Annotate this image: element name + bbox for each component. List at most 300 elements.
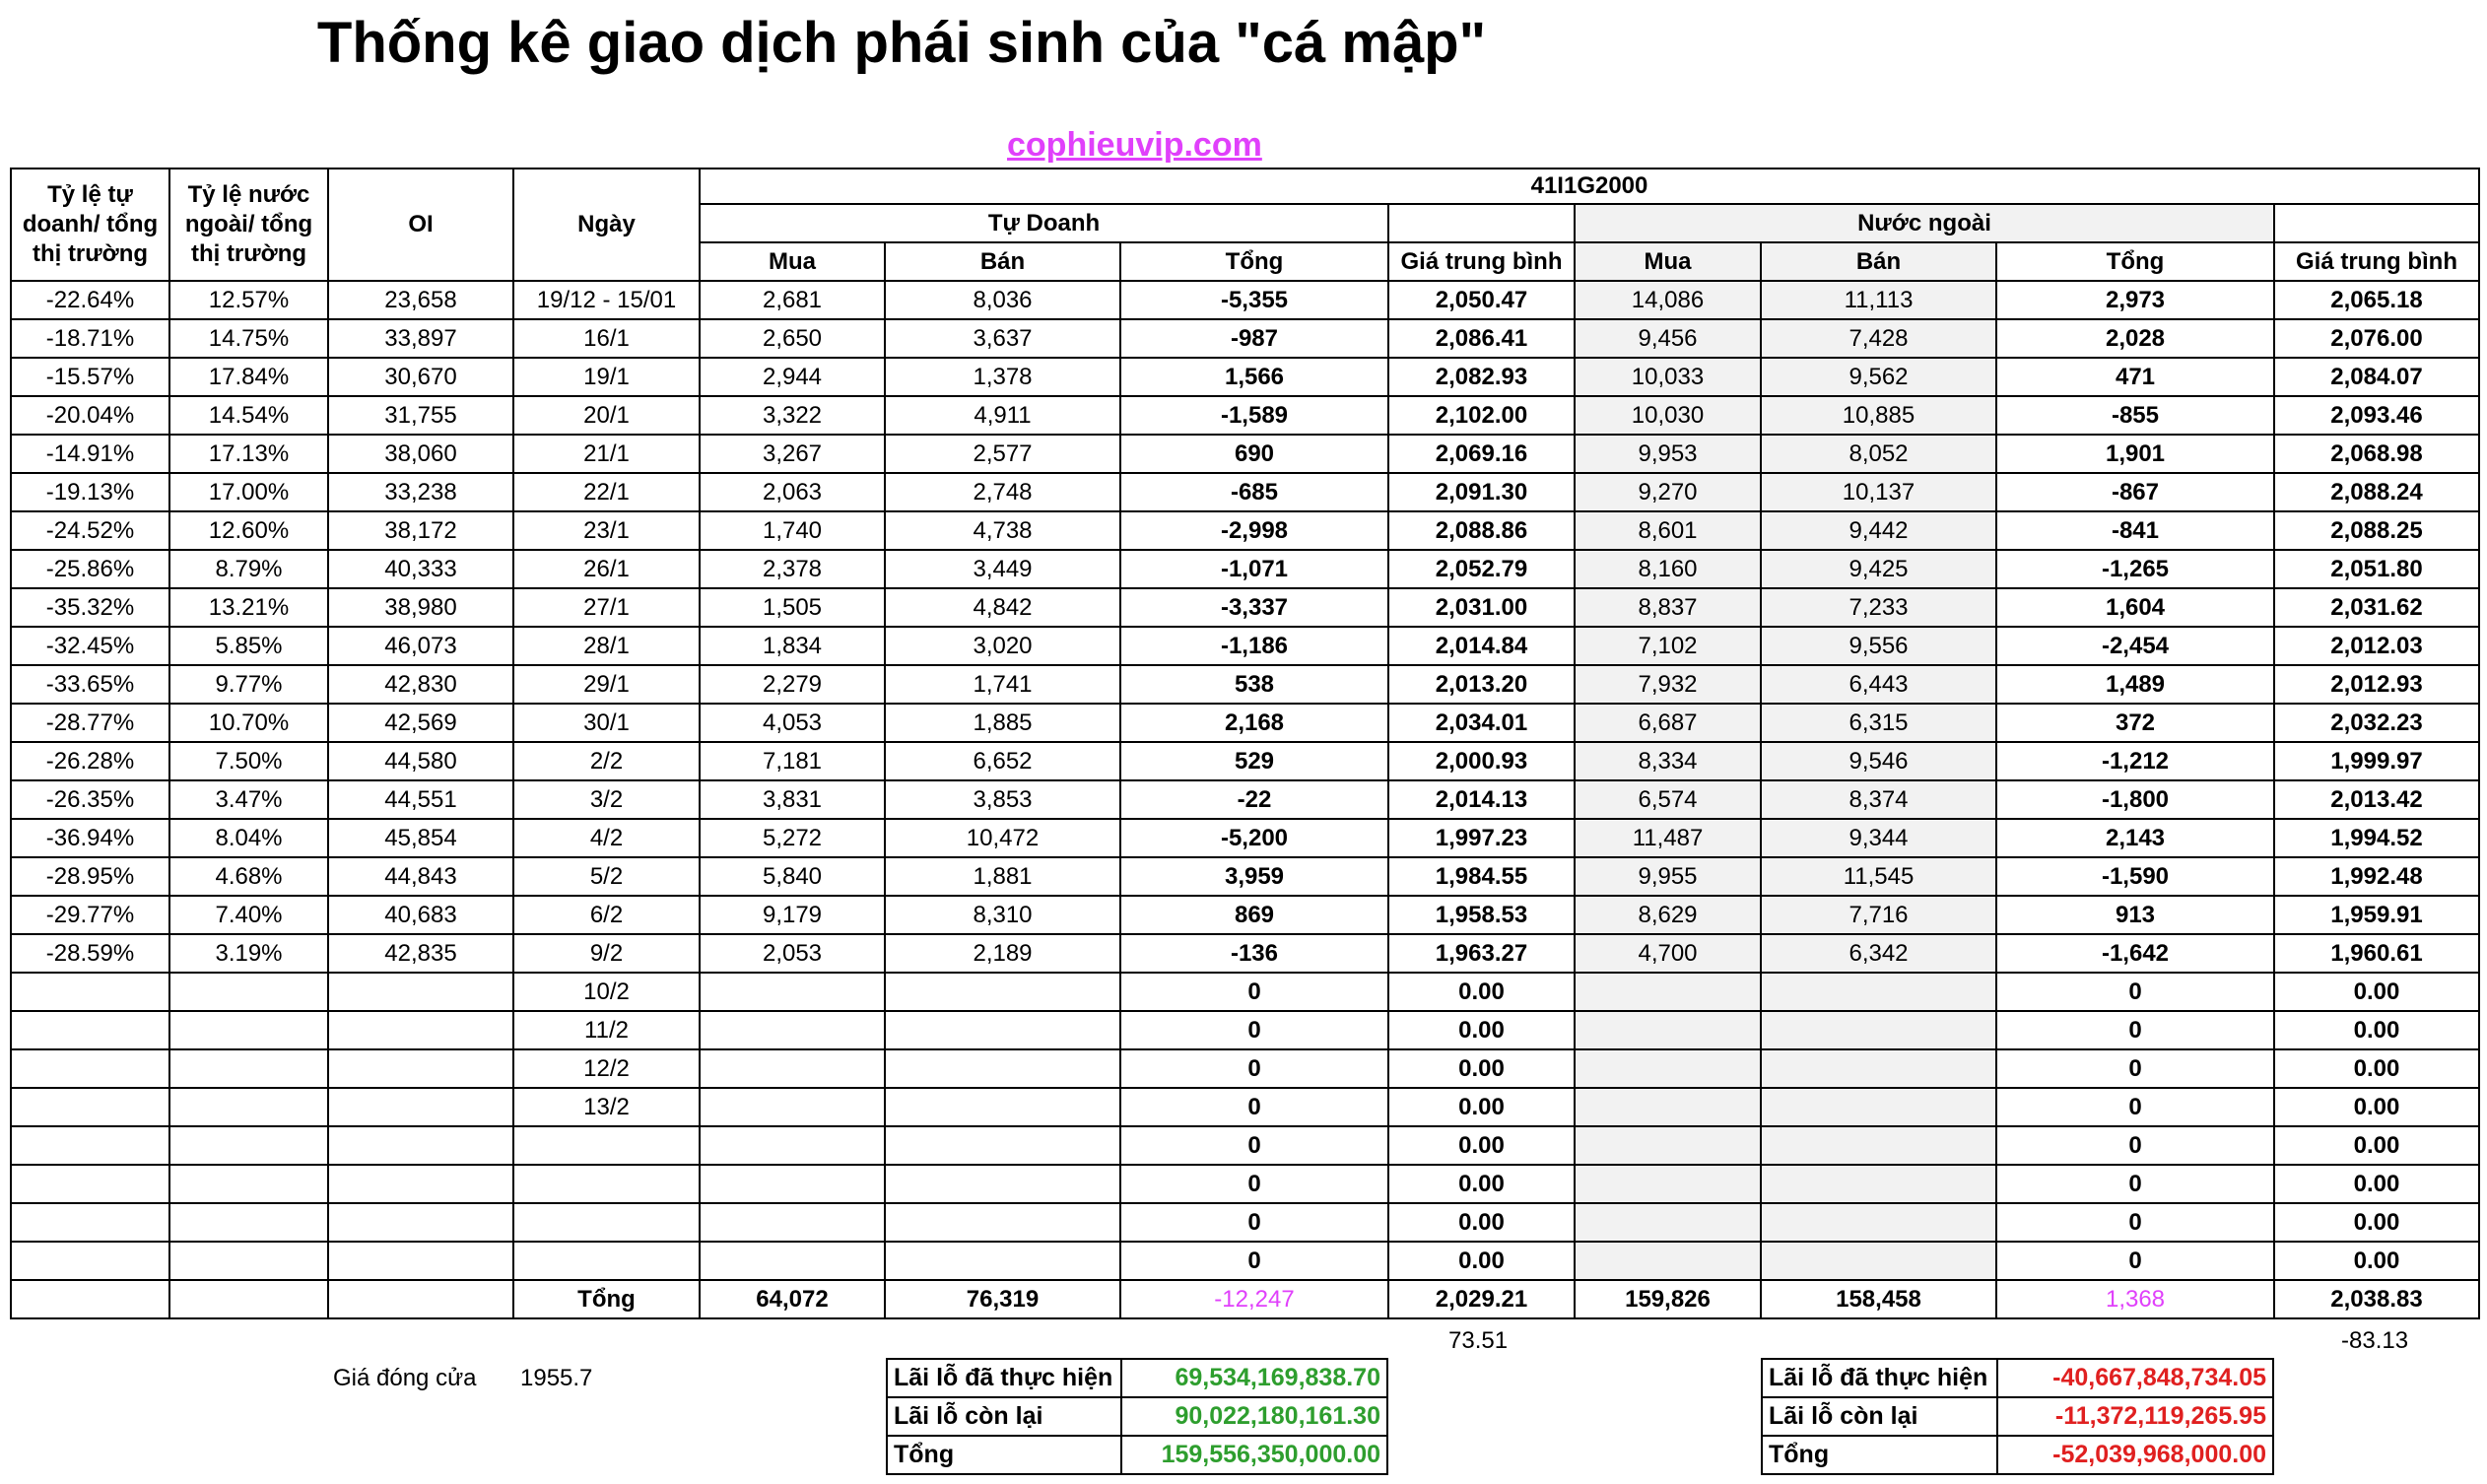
- cell-nn-gia: 2,012.93: [2274, 665, 2479, 704]
- cell-nn-gia: 1,960.61: [2274, 934, 2479, 973]
- table-row: [11, 896, 2479, 934]
- total-td-ban: 76,319: [885, 1280, 1120, 1318]
- cell-td-mua: 2,650: [700, 319, 885, 358]
- cell-nn-mua: 8,160: [1575, 550, 1761, 588]
- cell-ngay: [513, 1242, 700, 1280]
- cell-nn-gia: 1,959.91: [2274, 896, 2479, 934]
- cell-nn-ban: [1761, 1088, 1996, 1126]
- table-row: [11, 704, 2479, 742]
- cell-nn-ban: 10,885: [1761, 396, 1996, 435]
- cell-nn-ban: [1761, 973, 1996, 1011]
- header-blank: [2274, 204, 2479, 242]
- cell-nn-tong: 0: [1996, 1242, 2274, 1280]
- cell-nn-ban: 11,545: [1761, 857, 1996, 896]
- cell-nn-tong: 2,973: [1996, 281, 2274, 319]
- cell-ty-le-nuoc-ngoai: [169, 1203, 328, 1242]
- cell-td-mua: [700, 1126, 885, 1165]
- cell-ngay: 26/1: [513, 550, 700, 588]
- cell-td-ban: 3,853: [885, 780, 1120, 819]
- cell-oi: [328, 1011, 513, 1049]
- pnl-td-remaining-label: Lãi lỗ còn lại: [887, 1397, 1121, 1436]
- cell-ty-le-tu-doanh: -32.45%: [11, 627, 169, 665]
- cell-td-ban: 4,738: [885, 511, 1120, 550]
- cell-oi: 44,843: [328, 857, 513, 896]
- cell-td-ban: 1,378: [885, 358, 1120, 396]
- cell-ty-le-nuoc-ngoai: 17.00%: [169, 473, 328, 511]
- cell-ngay: 13/2: [513, 1088, 700, 1126]
- cell-nn-tong: 2,028: [1996, 319, 2274, 358]
- cell-oi: [328, 1165, 513, 1203]
- total-row: [11, 1280, 2479, 1318]
- total-nn-tong: 1,368: [1996, 1280, 2274, 1318]
- cell-td-ban: [885, 1049, 1120, 1088]
- table-row: [11, 550, 2479, 588]
- cell-nn-gia: 1,999.97: [2274, 742, 2479, 780]
- cell-td-tong: 0: [1120, 1049, 1388, 1088]
- cell-td-gia: 0.00: [1388, 1165, 1575, 1203]
- cell-ty-le-tu-doanh: -28.77%: [11, 704, 169, 742]
- cell-ty-le-nuoc-ngoai: 8.79%: [169, 550, 328, 588]
- stats-table: [10, 168, 2480, 1319]
- cell-nn-tong: 2,143: [1996, 819, 2274, 857]
- cell-td-ban: 1,881: [885, 857, 1120, 896]
- cell-td-gia: 0.00: [1388, 1088, 1575, 1126]
- pnl-nn-realized-label: Lãi lỗ đã thực hiện: [1762, 1359, 1997, 1397]
- cell-ty-le-tu-doanh: -35.32%: [11, 588, 169, 627]
- cell-td-gia: 2,086.41: [1388, 319, 1575, 358]
- table-row: [11, 1011, 2479, 1049]
- cell-td-ban: 2,748: [885, 473, 1120, 511]
- cell-oi: 40,683: [328, 896, 513, 934]
- cell-ty-le-tu-doanh: [11, 1203, 169, 1242]
- cell-nn-ban: 6,315: [1761, 704, 1996, 742]
- cell-ngay: [513, 1126, 700, 1165]
- cell-nn-mua: 14,086: [1575, 281, 1761, 319]
- nn-diff: -83.13: [2341, 1327, 2409, 1354]
- cell-td-ban: [885, 973, 1120, 1011]
- table-cell: [328, 1280, 513, 1318]
- cell-ty-le-tu-doanh: -19.13%: [11, 473, 169, 511]
- cell-ngay: 23/1: [513, 511, 700, 550]
- cell-td-gia: 2,088.86: [1388, 511, 1575, 550]
- pnl-nn-realized: -40,667,848,734.05: [1997, 1359, 2273, 1397]
- cell-oi: 44,551: [328, 780, 513, 819]
- cell-ty-le-tu-doanh: -29.77%: [11, 896, 169, 934]
- cell-td-mua: 4,053: [700, 704, 885, 742]
- header-td-mua: Mua: [700, 242, 885, 281]
- cell-td-mua: 2,279: [700, 665, 885, 704]
- cell-ty-le-nuoc-ngoai: 4.68%: [169, 857, 328, 896]
- total-nn-gia: 2,038.83: [2274, 1280, 2479, 1318]
- cell-oi: 38,172: [328, 511, 513, 550]
- cell-td-gia: 2,000.93: [1388, 742, 1575, 780]
- cell-nn-mua: 8,601: [1575, 511, 1761, 550]
- cell-td-gia: 1,963.27: [1388, 934, 1575, 973]
- cell-nn-tong: -841: [1996, 511, 2274, 550]
- table-row: [11, 819, 2479, 857]
- cell-nn-tong: 913: [1996, 896, 2274, 934]
- cell-td-ban: 3,020: [885, 627, 1120, 665]
- cell-ngay: 2/2: [513, 742, 700, 780]
- cell-td-mua: 2,378: [700, 550, 885, 588]
- header-nn-ban: Bán: [1761, 242, 1996, 281]
- cell-ty-le-nuoc-ngoai: 7.40%: [169, 896, 328, 934]
- cell-td-mua: 3,267: [700, 435, 885, 473]
- cell-nn-mua: 10,030: [1575, 396, 1761, 435]
- cell-td-tong: -2,998: [1120, 511, 1388, 550]
- table-row: [11, 1203, 2479, 1242]
- cell-nn-tong: 0: [1996, 1049, 2274, 1088]
- cell-ty-le-tu-doanh: [11, 1088, 169, 1126]
- page-title: Thống kê giao dịch phái sinh của "cá mập": [316, 11, 1487, 75]
- cell-td-ban: 3,449: [885, 550, 1120, 588]
- header-ngay: Ngày: [513, 169, 700, 281]
- cell-td-gia: 2,069.16: [1388, 435, 1575, 473]
- cell-nn-ban: [1761, 1011, 1996, 1049]
- cell-nn-gia: 2,088.25: [2274, 511, 2479, 550]
- cell-nn-tong: 471: [1996, 358, 2274, 396]
- cell-nn-gia: 0.00: [2274, 1203, 2479, 1242]
- cell-ty-le-nuoc-ngoai: 9.77%: [169, 665, 328, 704]
- cell-nn-tong: -1,800: [1996, 780, 2274, 819]
- cell-ty-le-nuoc-ngoai: 12.57%: [169, 281, 328, 319]
- cell-nn-gia: 0.00: [2274, 1165, 2479, 1203]
- cell-nn-ban: 9,425: [1761, 550, 1996, 588]
- cell-td-mua: 5,272: [700, 819, 885, 857]
- cell-td-mua: [700, 973, 885, 1011]
- cell-nn-ban: [1761, 1242, 1996, 1280]
- cell-oi: [328, 1203, 513, 1242]
- cell-td-tong: -5,200: [1120, 819, 1388, 857]
- cell-nn-tong: 0: [1996, 973, 2274, 1011]
- table-cell: [11, 1280, 169, 1318]
- cell-td-ban: [885, 1088, 1120, 1126]
- cell-td-tong: -5,355: [1120, 281, 1388, 319]
- cell-td-ban: 4,911: [885, 396, 1120, 435]
- pnl-nn-total: -52,039,968,000.00: [1997, 1436, 2273, 1474]
- cell-td-mua: 1,740: [700, 511, 885, 550]
- cell-nn-ban: 7,716: [1761, 896, 1996, 934]
- cell-oi: 42,830: [328, 665, 513, 704]
- cell-td-gia: 2,034.01: [1388, 704, 1575, 742]
- gia-dong-cua-label: Giá đóng cửa: [333, 1365, 477, 1391]
- cell-nn-tong: 0: [1996, 1165, 2274, 1203]
- cell-td-ban: 1,741: [885, 665, 1120, 704]
- table-row: [11, 435, 2479, 473]
- table-row: [11, 511, 2479, 550]
- table-row: [11, 281, 2479, 319]
- cell-nn-ban: 8,374: [1761, 780, 1996, 819]
- cell-ty-le-nuoc-ngoai: [169, 1049, 328, 1088]
- cell-td-tong: -136: [1120, 934, 1388, 973]
- cell-nn-mua: [1575, 1203, 1761, 1242]
- cell-td-gia: 2,014.13: [1388, 780, 1575, 819]
- cell-ty-le-tu-doanh: -28.59%: [11, 934, 169, 973]
- total-td-gia: 2,029.21: [1388, 1280, 1575, 1318]
- cell-td-mua: 2,944: [700, 358, 885, 396]
- cell-nn-gia: 1,994.52: [2274, 819, 2479, 857]
- table-row: [11, 1088, 2479, 1126]
- cell-nn-gia: 2,068.98: [2274, 435, 2479, 473]
- cell-ty-le-nuoc-ngoai: [169, 973, 328, 1011]
- pnl-td-remaining: 90,022,180,161.30: [1121, 1397, 1387, 1436]
- cell-td-tong: 3,959: [1120, 857, 1388, 896]
- cell-td-mua: [700, 1165, 885, 1203]
- cell-nn-gia: 0.00: [2274, 1126, 2479, 1165]
- cell-oi: [328, 1242, 513, 1280]
- cell-oi: [328, 1126, 513, 1165]
- table-cell: [169, 1280, 328, 1318]
- cell-ty-le-tu-doanh: -25.86%: [11, 550, 169, 588]
- cell-ty-le-tu-doanh: -24.52%: [11, 511, 169, 550]
- pnl-nn-remaining: -11,372,119,265.95: [1997, 1397, 2273, 1436]
- cell-ty-le-nuoc-ngoai: 10.70%: [169, 704, 328, 742]
- cell-td-mua: 2,063: [700, 473, 885, 511]
- cell-ty-le-nuoc-ngoai: [169, 1011, 328, 1049]
- cell-oi: 46,073: [328, 627, 513, 665]
- cell-ty-le-nuoc-ngoai: 3.19%: [169, 934, 328, 973]
- cell-nn-mua: [1575, 1165, 1761, 1203]
- cell-td-gia: 0.00: [1388, 1011, 1575, 1049]
- cell-nn-tong: 372: [1996, 704, 2274, 742]
- cell-oi: 44,580: [328, 742, 513, 780]
- cell-nn-mua: [1575, 973, 1761, 1011]
- cell-nn-ban: 9,546: [1761, 742, 1996, 780]
- cell-oi: 30,670: [328, 358, 513, 396]
- cell-td-gia: 0.00: [1388, 1049, 1575, 1088]
- table-row: [11, 973, 2479, 1011]
- cell-nn-ban: 6,342: [1761, 934, 1996, 973]
- cell-nn-ban: 11,113: [1761, 281, 1996, 319]
- cell-td-mua: 5,840: [700, 857, 885, 896]
- cell-ngay: 30/1: [513, 704, 700, 742]
- cell-nn-mua: 6,687: [1575, 704, 1761, 742]
- cell-nn-gia: 2,012.03: [2274, 627, 2479, 665]
- cell-td-mua: [700, 1203, 885, 1242]
- cell-td-ban: [885, 1242, 1120, 1280]
- cell-td-gia: 2,091.30: [1388, 473, 1575, 511]
- cell-nn-mua: [1575, 1126, 1761, 1165]
- cell-ngay: 5/2: [513, 857, 700, 896]
- cell-td-mua: [700, 1049, 885, 1088]
- cell-ty-le-tu-doanh: -33.65%: [11, 665, 169, 704]
- cell-nn-mua: 8,837: [1575, 588, 1761, 627]
- total-nn-ban: 158,458: [1761, 1280, 1996, 1318]
- table-row: [11, 665, 2479, 704]
- cell-nn-gia: 0.00: [2274, 1088, 2479, 1126]
- cell-td-ban: 3,637: [885, 319, 1120, 358]
- cell-ty-le-nuoc-ngoai: 8.04%: [169, 819, 328, 857]
- pnl-nn-total-label: Tổng: [1762, 1436, 1997, 1474]
- cell-ty-le-tu-doanh: -28.95%: [11, 857, 169, 896]
- cell-nn-tong: 1,489: [1996, 665, 2274, 704]
- cell-nn-tong: -855: [1996, 396, 2274, 435]
- cell-td-tong: 1,566: [1120, 358, 1388, 396]
- header-td-gia: Giá trung bình: [1388, 242, 1575, 281]
- cell-ngay: 3/2: [513, 780, 700, 819]
- cell-nn-gia: 2,076.00: [2274, 319, 2479, 358]
- cell-td-tong: 0: [1120, 1126, 1388, 1165]
- cell-ngay: 6/2: [513, 896, 700, 934]
- cell-ngay: [513, 1203, 700, 1242]
- header-nn-mua: Mua: [1575, 242, 1761, 281]
- table-row: [11, 1049, 2479, 1088]
- total-td-mua: 64,072: [700, 1280, 885, 1318]
- cell-td-tong: -987: [1120, 319, 1388, 358]
- cell-ngay: 4/2: [513, 819, 700, 857]
- cell-td-ban: [885, 1011, 1120, 1049]
- cell-ty-le-nuoc-ngoai: 12.60%: [169, 511, 328, 550]
- header-blank: [1388, 204, 1575, 242]
- cell-td-tong: 690: [1120, 435, 1388, 473]
- cell-oi: 42,569: [328, 704, 513, 742]
- cell-td-tong: -1,071: [1120, 550, 1388, 588]
- table-row: [11, 780, 2479, 819]
- cell-nn-mua: 9,953: [1575, 435, 1761, 473]
- cell-ty-le-tu-doanh: [11, 1126, 169, 1165]
- cell-td-mua: 7,181: [700, 742, 885, 780]
- cell-ngay: 16/1: [513, 319, 700, 358]
- cell-nn-tong: 0: [1996, 1126, 2274, 1165]
- cell-nn-tong: -1,590: [1996, 857, 2274, 896]
- cell-ngay: 27/1: [513, 588, 700, 627]
- cell-td-ban: 8,036: [885, 281, 1120, 319]
- cell-nn-mua: 6,574: [1575, 780, 1761, 819]
- cell-ty-le-tu-doanh: -26.28%: [11, 742, 169, 780]
- cell-ty-le-tu-doanh: -26.35%: [11, 780, 169, 819]
- cell-ngay: 22/1: [513, 473, 700, 511]
- total-nn-mua: 159,826: [1575, 1280, 1761, 1318]
- cell-td-gia: 1,997.23: [1388, 819, 1575, 857]
- cell-td-tong: -685: [1120, 473, 1388, 511]
- cell-td-ban: 1,885: [885, 704, 1120, 742]
- cell-nn-gia: 2,032.23: [2274, 704, 2479, 742]
- table-row: [11, 473, 2479, 511]
- cell-nn-tong: 1,901: [1996, 435, 2274, 473]
- cell-td-tong: 869: [1120, 896, 1388, 934]
- header-ty-le-nuoc-ngoai: Tỷ lệ nước ngoài/ tổng thị trường: [169, 169, 328, 281]
- cell-td-tong: 0: [1120, 1011, 1388, 1049]
- header-oi: OI: [328, 169, 513, 281]
- cell-nn-mua: [1575, 1011, 1761, 1049]
- cell-nn-tong: 0: [1996, 1011, 2274, 1049]
- cell-nn-mua: 9,955: [1575, 857, 1761, 896]
- cell-ngay: [513, 1165, 700, 1203]
- cell-ngay: 19/12 - 15/01: [513, 281, 700, 319]
- cell-ty-le-nuoc-ngoai: 7.50%: [169, 742, 328, 780]
- cell-nn-tong: -1,265: [1996, 550, 2274, 588]
- cell-ty-le-nuoc-ngoai: 17.84%: [169, 358, 328, 396]
- cell-td-mua: 3,831: [700, 780, 885, 819]
- cell-ngay: 12/2: [513, 1049, 700, 1088]
- cell-oi: [328, 1049, 513, 1088]
- cell-oi: 45,854: [328, 819, 513, 857]
- cell-td-mua: 2,053: [700, 934, 885, 973]
- cell-ngay: 28/1: [513, 627, 700, 665]
- cell-nn-gia: 2,093.46: [2274, 396, 2479, 435]
- cell-nn-mua: [1575, 1242, 1761, 1280]
- cell-nn-ban: 9,344: [1761, 819, 1996, 857]
- cell-ty-le-tu-doanh: [11, 973, 169, 1011]
- cell-nn-mua: [1575, 1049, 1761, 1088]
- cell-ty-le-tu-doanh: [11, 1165, 169, 1203]
- cell-nn-tong: 1,604: [1996, 588, 2274, 627]
- pnl-nn-remaining-label: Lãi lỗ còn lại: [1762, 1397, 1997, 1436]
- table-row: [11, 1126, 2479, 1165]
- cell-ty-le-nuoc-ngoai: [169, 1165, 328, 1203]
- cell-nn-ban: 7,428: [1761, 319, 1996, 358]
- cell-ty-le-tu-doanh: -36.94%: [11, 819, 169, 857]
- cell-nn-tong: 0: [1996, 1088, 2274, 1126]
- header-nuoc-ngoai: Nước ngoài: [1575, 204, 2274, 242]
- cell-ty-le-nuoc-ngoai: [169, 1126, 328, 1165]
- cell-oi: [328, 973, 513, 1011]
- cell-oi: 38,980: [328, 588, 513, 627]
- cell-td-gia: 2,031.00: [1388, 588, 1575, 627]
- pnl-nuoc-ngoai-table: [1761, 1358, 2274, 1475]
- cell-ngay: 29/1: [513, 665, 700, 704]
- cell-ngay: 11/2: [513, 1011, 700, 1049]
- cell-td-gia: 2,052.79: [1388, 550, 1575, 588]
- cell-nn-gia: 0.00: [2274, 1242, 2479, 1280]
- cell-ngay: 21/1: [513, 435, 700, 473]
- pnl-td-total: 159,556,350,000.00: [1121, 1436, 1387, 1474]
- cell-td-tong: -3,337: [1120, 588, 1388, 627]
- table-row: [11, 319, 2479, 358]
- cell-nn-mua: 7,932: [1575, 665, 1761, 704]
- cell-ngay: 20/1: [513, 396, 700, 435]
- cell-nn-mua: 8,334: [1575, 742, 1761, 780]
- cell-ty-le-nuoc-ngoai: 14.75%: [169, 319, 328, 358]
- table-row: [11, 396, 2479, 435]
- cell-ty-le-tu-doanh: -20.04%: [11, 396, 169, 435]
- cell-nn-tong: -1,642: [1996, 934, 2274, 973]
- header-tu-doanh: Tự Doanh: [700, 204, 1388, 242]
- header-nn-tong: Tổng: [1996, 242, 2274, 281]
- cell-nn-mua: 9,270: [1575, 473, 1761, 511]
- cell-nn-ban: [1761, 1049, 1996, 1088]
- cell-td-mua: [700, 1011, 885, 1049]
- cell-oi: 38,060: [328, 435, 513, 473]
- cell-nn-ban: [1761, 1203, 1996, 1242]
- cell-td-ban: 2,577: [885, 435, 1120, 473]
- cell-nn-gia: 2,031.62: [2274, 588, 2479, 627]
- cell-oi: 33,897: [328, 319, 513, 358]
- cell-ty-le-nuoc-ngoai: [169, 1242, 328, 1280]
- table-row: [11, 1242, 2479, 1280]
- cell-oi: 23,658: [328, 281, 513, 319]
- cell-nn-ban: 9,562: [1761, 358, 1996, 396]
- cell-ty-le-nuoc-ngoai: 14.54%: [169, 396, 328, 435]
- cell-nn-gia: 2,065.18: [2274, 281, 2479, 319]
- total-label: Tổng: [513, 1280, 700, 1318]
- cell-td-gia: 2,102.00: [1388, 396, 1575, 435]
- cell-ty-le-tu-doanh: [11, 1049, 169, 1088]
- table-row: [11, 934, 2479, 973]
- cell-td-gia: 0.00: [1388, 1203, 1575, 1242]
- cell-td-ban: 4,842: [885, 588, 1120, 627]
- cell-nn-gia: 1,992.48: [2274, 857, 2479, 896]
- cell-nn-tong: 0: [1996, 1203, 2274, 1242]
- cell-ty-le-nuoc-ngoai: 13.21%: [169, 588, 328, 627]
- cell-nn-tong: -2,454: [1996, 627, 2274, 665]
- cell-td-gia: 0.00: [1388, 973, 1575, 1011]
- cell-td-ban: 2,189: [885, 934, 1120, 973]
- cell-ty-le-tu-doanh: -14.91%: [11, 435, 169, 473]
- cell-nn-ban: 8,052: [1761, 435, 1996, 473]
- cell-nn-mua: [1575, 1088, 1761, 1126]
- site-link[interactable]: cophieuvip.com: [1007, 126, 1262, 164]
